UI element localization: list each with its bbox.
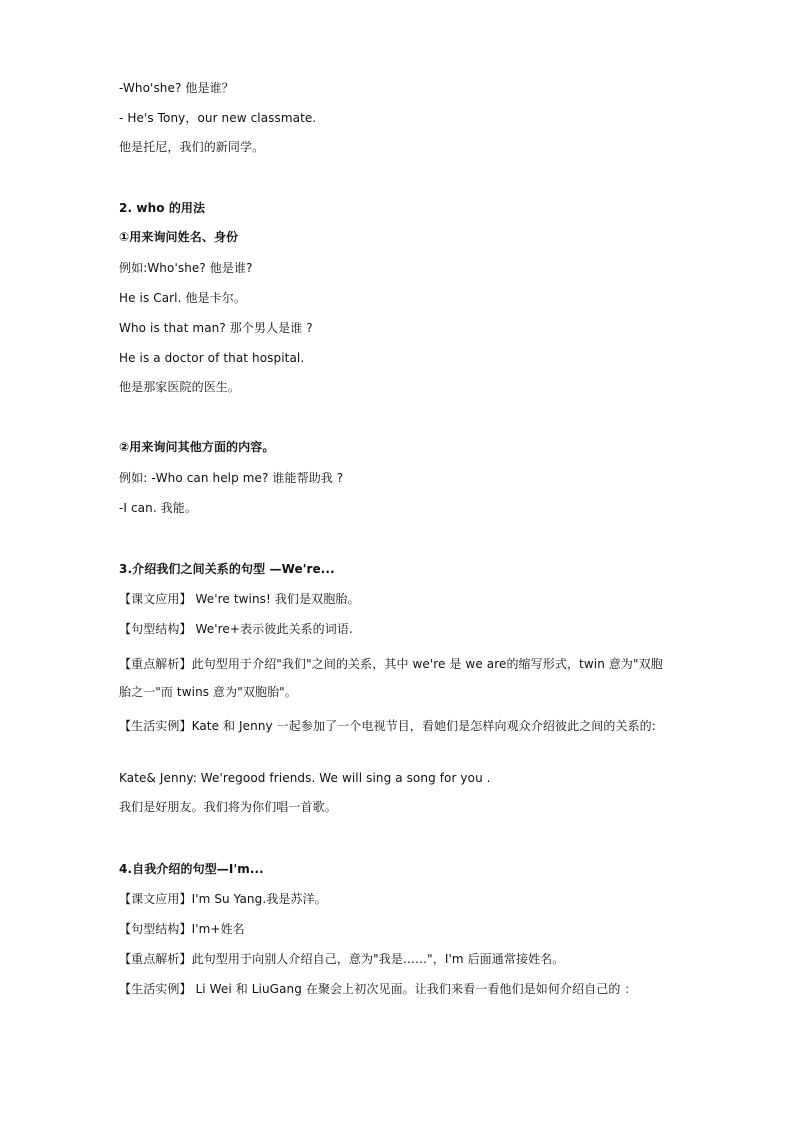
dialogue-line: -Who'she? 他是谁？ [119, 81, 234, 95]
section-heading: 2. who 的用法 [119, 201, 206, 215]
example-line: Kate& Jenny: We'regood friends. We will sing a song for you . [119, 771, 491, 785]
example-line: He is a doctor of that hospital. [119, 351, 305, 365]
translation-line: 他是托尼，我们的新同学。 [119, 140, 265, 154]
subsection-heading: ①用来询问姓名、身份 [119, 230, 239, 244]
translation-line: 我们是好朋友。我们将为你们唱一首歌。 [119, 800, 337, 814]
life-example-line: 【生活实例】 Li Wei 和 LiuGang 在聚会上初次见面。让我们来看一看他们是如何介绍自己的 ： [119, 982, 637, 996]
subsection-heading: ②用来询问其他方面的内容。 [119, 440, 275, 454]
text-application-line: 【课文应用】I'm Su Yang.我是苏洋。 [119, 892, 327, 906]
sentence-structure-line: 【句型结构】 We're+表示彼此关系的词语. [119, 622, 353, 636]
key-analysis-paragraph: 【重点解析】此句型用于介绍"我们"之间的关系，其中 we're 是 we are的缩写形式，twin 意为"双胞胎之一"而 twins 意为"双胞胎"。 [119, 657, 663, 699]
dialogue-line: - He's Tony，our new classmate. [119, 111, 317, 125]
example-line: -I can. 我能。 [119, 501, 197, 515]
translation-line: 他是那家医院的医生。 [119, 380, 241, 394]
sentence-structure-line: 【句型结构】I'm+姓名 [119, 922, 245, 936]
example-line: He is Carl. 他是卡尔。 [119, 291, 246, 305]
section-heading: 4.自我介绍的句型—I'm... [119, 862, 264, 876]
text-application-line: 【课文应用】 We're twins! 我们是双胞胎。 [119, 592, 360, 606]
example-line: 例如:Who'she? 他是谁? [119, 261, 253, 275]
key-analysis-line: 【重点解析】此句型用于向别人介绍自己，意为"我是……"，I'm 后面通常接姓名。 [119, 952, 565, 966]
life-example-line: 【生活实例】Kate 和 Jenny 一起参加了一个电视节目，看她们是怎样向观众介绍彼此之间的关系的: [119, 719, 656, 733]
example-line: Who is that man? 那个男人是谁 ? [119, 321, 313, 335]
section-heading: 3.介绍我们之间关系的句型 —We're... [119, 562, 335, 576]
example-line: 例如: -Who can help me? 谁能帮助我 ? [119, 471, 344, 485]
